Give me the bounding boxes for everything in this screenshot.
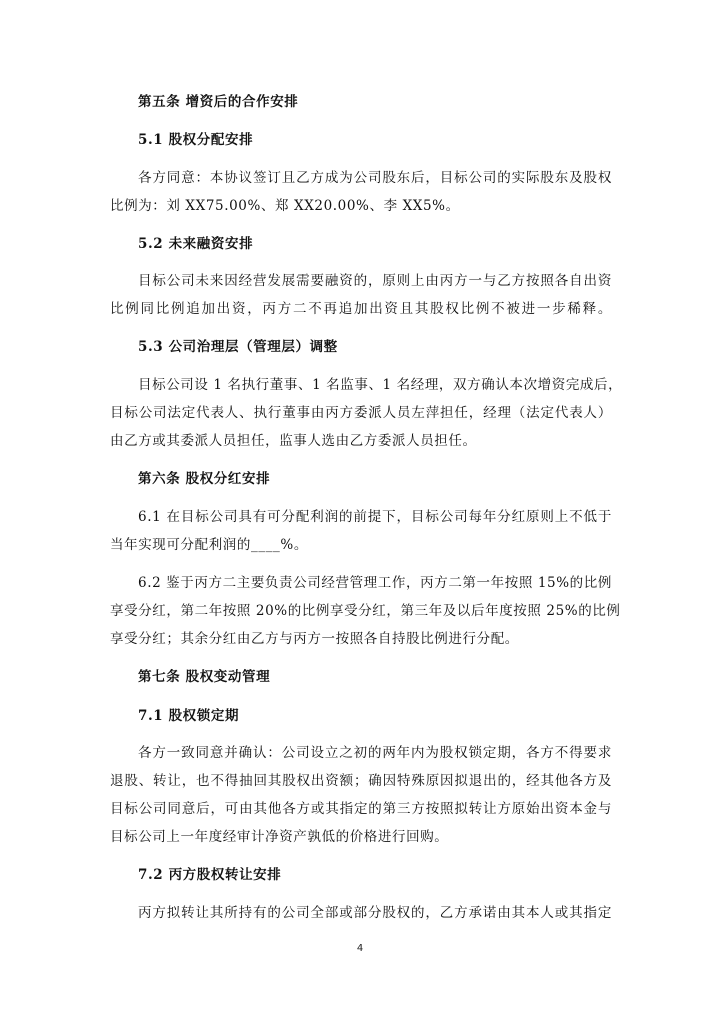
article-6-heading: 第六条 股权分红安排 [138, 471, 271, 487]
article-5-heading: 第五条 增资后的合作安排 [138, 94, 299, 110]
section-5-1-title: 5.1 股权分配安排 [138, 132, 254, 148]
section-5-3-paragraph-line: 由乙方或其委派人员担任，监事人选由乙方委派人员担任。 [110, 433, 477, 449]
section-5-1-paragraph-line: 各方同意：本协议签订且乙方成为公司股东后，目标公司的实际股东及股权 [138, 170, 612, 186]
section-7-2-title: 7.2 丙方股权转让安排 [138, 867, 282, 883]
section-7-1-paragraph-line: 目标公司上一年度经审计净资产孰低的价格进行回购。 [110, 829, 449, 845]
section-7-2-paragraph-line: 丙方拟转让其所持有的公司全部或部分股权的，乙方承诺由其本人或其指定 [138, 905, 612, 921]
paragraph-6-1-line: 当年实现可分配利润的____%。 [110, 537, 308, 553]
section-5-2-paragraph-line: 目标公司未来因经营发展需要融资的，原则上由丙方一与乙方按照各自出资 [138, 273, 612, 289]
section-5-2-paragraph-line: 比例同比例追加出资，丙方二不再追加出资且其股权比例不被进一步稀释。 [110, 301, 612, 317]
section-7-1-paragraph-line: 目标公司同意后，可由其他各方或其指定的第三方按照拟转让方原始出资本金与 [110, 801, 612, 817]
page-number: 4 [356, 943, 364, 954]
paragraph-6-2-line: 6.2 鉴于丙方二主要负责公司经营管理工作，丙方二第一年按照 15%的比例 [138, 575, 612, 591]
article-7-heading: 第七条 股权变动管理 [138, 669, 271, 685]
section-5-2-title: 5.2 未来融资安排 [138, 236, 254, 252]
paragraph-6-2-line: 享受分红，第二年按照 20%的比例享受分红，第三年及以后年度按照 25%的比例 [110, 603, 621, 619]
section-5-1-paragraph-line: 比例为：刘 XX75.00%、郑 XX20.00%、李 XX5%。 [110, 198, 460, 214]
section-7-1-title: 7.1 股权锁定期 [138, 708, 240, 724]
section-5-3-title: 5.3 公司治理层（管理层）调整 [138, 339, 338, 355]
paragraph-6-2-line: 享受分红；其余分红由乙方与丙方一按照各自持股比例进行分配。 [110, 631, 519, 647]
paragraph-6-1-line: 6.1 在目标公司具有可分配利润的前提下，目标公司每年分红原则上不低于 [138, 509, 612, 525]
section-7-1-paragraph-line: 各方一致同意并确认：公司设立之初的两年内为股权锁定期，各方不得要求 [138, 745, 612, 761]
section-7-1-paragraph-line: 退股、转让，也不得抽回其股权出资额；确因特殊原因拟退出的，经其他各方及 [110, 773, 612, 789]
section-5-3-paragraph-line: 目标公司法定代表人、执行董事由丙方委派人员左萍担任，经理（法定代表人） [110, 405, 612, 421]
section-5-3-paragraph-line: 目标公司设 1 名执行董事、1 名监事、1 名经理，双方确认本次增资完成后， [138, 377, 623, 393]
